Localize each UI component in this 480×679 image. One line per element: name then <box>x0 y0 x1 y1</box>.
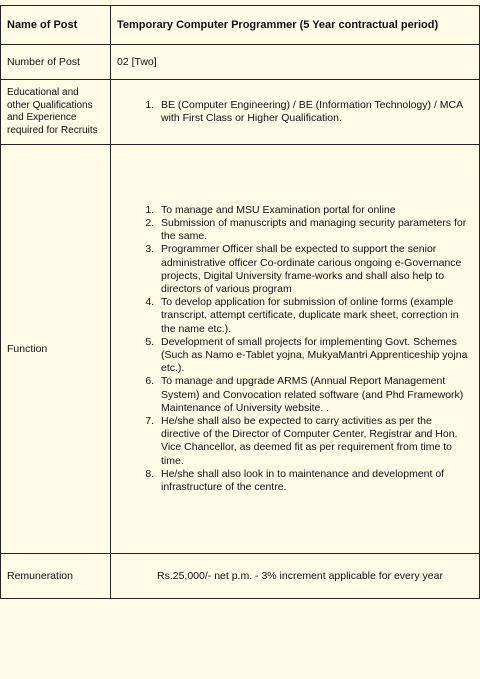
function-item-6: 6. To manage and upgrade ARMS (Annual Report Management System) and Convocation related software (and Phd Framework) Maintenance of University website. . <box>157 375 473 415</box>
table-row-function <box>1 145 480 554</box>
number-of-post-label: Number of Post <box>1 45 111 80</box>
function-item-4: 4. To develop application for submission of online forms (example transcript, attempt certificate, duplicate mark sheet, correction in the name etc.). <box>157 296 473 336</box>
post-details-table <box>0 5 480 599</box>
function-item-3: 3. Programmer Officer shall be expected to support the senior administrative officer Co-ordinate carious ongoing e-Governance projects, Digital University frame-works and shall also help to directors of various program <box>157 243 473 296</box>
name-of-post-value: Temporary Computer Programmer (5 Year contractual period) <box>111 6 480 45</box>
remuneration-text: Rs.25,000/- net p.m. - 3% increment applicable for every year <box>157 570 443 582</box>
function-label: Function <box>1 145 111 554</box>
name-of-post-label: Name of Post <box>1 6 111 45</box>
table-row-name-of-post <box>1 6 480 45</box>
qualifications-list <box>117 99 473 125</box>
table-row-number-of-post <box>1 45 480 80</box>
function-item-8: 8. He/she shall also look in to maintenance and development of infrastructure of the centre. <box>157 468 473 494</box>
function-list <box>117 204 473 494</box>
table-row-remuneration <box>1 554 480 599</box>
qualifications-label: Educational and other Qualifications and Experience required for Recruits <box>1 80 111 145</box>
function-item-2: 2. Submission of manuscripts and managing security parameters for the same. <box>157 217 473 243</box>
function-item-7: 7. He/she shall also be expected to carry activities as per the directive of the Director of Computer Center, Registrar and Hon. Vice Chancellor, as deemed fit as per requirement from time to time. <box>157 415 473 468</box>
qualification-item: 1. BE (Computer Engineering) / BE (Information Technology) / MCA with First Class or Higher Qualification. <box>157 99 473 125</box>
function-item-5: 5. Development of small projects for implementing Govt. Schemes (Such as Namo e-Tablet yojna, MukyaMantri Apprenticeship yojna etc.). <box>157 336 473 376</box>
function-item-1: 1. To manage and MSU Examination portal for online <box>157 204 473 217</box>
remuneration-value <box>111 554 480 599</box>
qualifications-value <box>111 80 480 145</box>
function-value <box>111 145 480 554</box>
table-row-qualifications <box>1 80 480 145</box>
number-of-post-value: 02 [Two] <box>111 45 480 80</box>
remuneration-label: Remuneration <box>1 554 111 599</box>
